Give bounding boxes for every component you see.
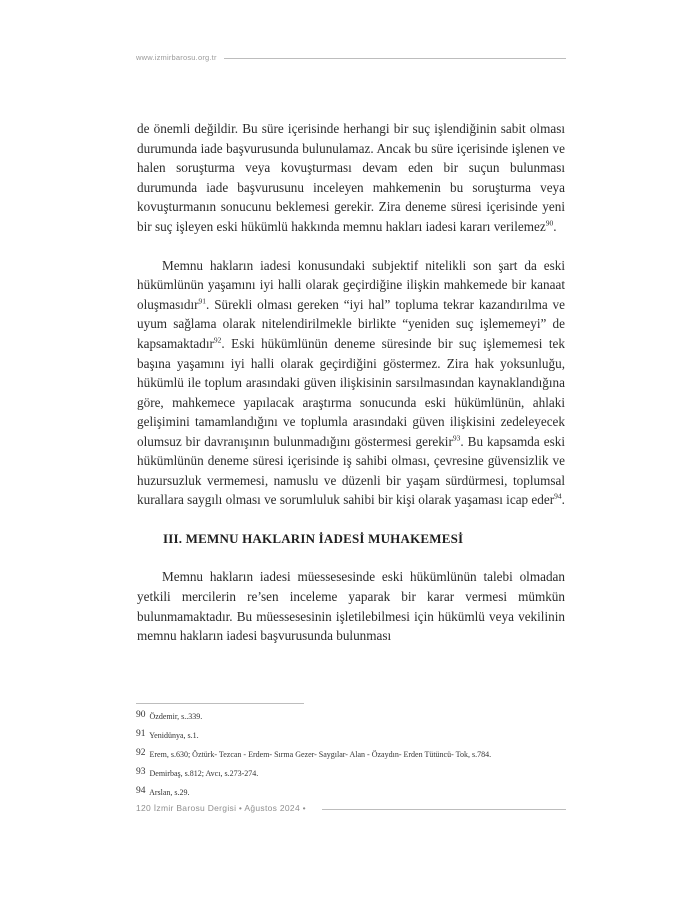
- footnote-ref-93: 93: [452, 433, 461, 443]
- footnote-text: Erem, s.630; Öztürk- Tezcan - Erdem- Sırma Gezer- Saygılar- Alan - Özaydın- Erden Tütüncü- Tok, s.784.: [149, 750, 492, 759]
- footnote-number: 91: [136, 729, 146, 739]
- header-rule: [224, 58, 566, 59]
- footer-label: 120 İzmir Barosu Dergisi • Ağustos 2024 •: [136, 803, 306, 813]
- footer-rule: [322, 809, 566, 810]
- footnote-item: [136, 706, 566, 725]
- footnote-item: [136, 782, 566, 801]
- footnote-item: [136, 744, 566, 763]
- section-heading: III. MEMNU HAKLARIN İADESİ MUHAKEMESİ: [163, 530, 464, 546]
- footnote-item: [136, 725, 566, 744]
- page-footer: [136, 803, 566, 817]
- footnote-text: Özdemir, s..339.: [149, 712, 203, 721]
- header-url[interactable]: www.izmirbarosu.org.tr: [136, 53, 217, 62]
- paragraph-3: Memnu hakların iadesi müessesesinde eski hükümlünün talebi olmadan yetkili mercilerin re’sen inceleme yaparak bir karar vermesi mümkün bulunmamaktadır. Bu müessesesinin işletilebilmesi için hükümlü veya vekilinin memnu hakların iadesi başvurusunda bulunması: [137, 569, 565, 644]
- footnote-number: 90: [136, 710, 146, 720]
- footnote-ref-94: 94: [554, 491, 562, 501]
- main-text: [137, 119, 565, 646]
- footnote-text: Demirbaş, s.812; Avcı, s.273-274.: [149, 769, 259, 778]
- footnote-ref-92: 92: [213, 335, 222, 345]
- footnote-item: [136, 763, 566, 782]
- footnote-text: Yenidünya, s.1.: [149, 731, 199, 740]
- footnote-number: 94: [136, 786, 146, 796]
- footnote-text: Arslan, s.29.: [149, 788, 190, 797]
- paragraph-2: Memnu hakların iadesi konusundaki subjektif nitelikli son şart da eski hükümlünün yaşamını iyi halli olarak geçirdiğine ilişkin mahkemede bir kanaat oluşmasıdır$^{91}$. Sürekli olması gereken “iyi hal” topluma tekrar kazandırılma ve uyum sağlama olarak nitelendirilmekle birlikte “yeniden suç işlememeyi” de kapsamaktadır$^{92}$. Eski hükümlünün deneme süresinde bir suç işlememesi tek başına yaşamını iyi halli olarak geçirdiğini göstermez. Zira hak yoksunluğu, hükümlü ile toplum arasındaki güven ilişkisinin sarsılmasından kaynaklandığına göre, mahkemece yapılacak araştırma sonucunda eski hükümlünün, ahlaki gelişimini tamamlandığını ve toplumla arasındaki güven ilişkisini zedeleyecek olumsuz bir davranışının bulunmadığını göstermesi gerekir$^{93}$. Bu kapsamda eski hükümlünün deneme süresi içerisinde iş sahibi olması, çevresine güvensizlik ve huzursuzluk vermemesi, namuslu ve düzenli bir yaşam sürdürmesi, toplumsal kurallara saygılı olması ve sorumluluk sahibi bir kişi olarak yaşaması icap eder$^{94}$.: [137, 257, 565, 508]
- footnote-ref-91: 91: [198, 296, 207, 306]
- footnote-number: 93: [136, 767, 146, 777]
- footnotes: [136, 706, 566, 801]
- page-header: [136, 53, 566, 67]
- footnote-ref-90: 90: [545, 218, 554, 228]
- footnote-rule: [136, 703, 304, 704]
- paragraph-1: de önemli değildir. Bu süre içerisinde herhangi bir suç işlendiğinin sabit olması durumunda iade başvurusunda bulunulamaz. Ancak bu süre içerisinde işlenen ve halen soruşturma veya kovuşturması devam eden bir suçun bulunması durumunda iade başvurusunu inceleyen mahkemenin bu soruşturma veya kovuşturmanın sonucunu beklemesi gerekir. Zira deneme süresi içerisinde yeni bir suç işleyen eski hükümlü hakkında memnu hakları iadesi kararı verilemez$^{90}$.: [137, 121, 565, 234]
- footnote-number: 92: [136, 748, 146, 758]
